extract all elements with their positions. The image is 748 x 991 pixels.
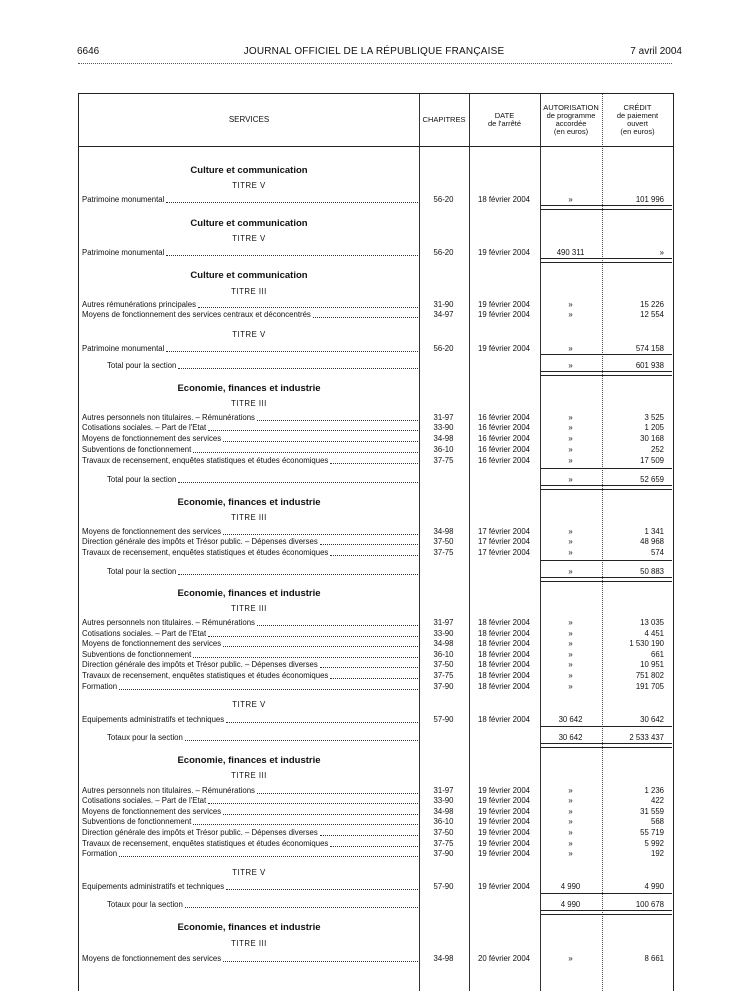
total-row: Totaux pour la section 4 990 100 678 (107, 900, 664, 909)
table-row: Equipements administratifs et techniques 57-90 19 février 2004 4 990 4 990 (82, 882, 664, 891)
table-row: Autres personnels non titulaires. – Rémunérations 31-97 18 février 2004 » 13 035 (82, 618, 664, 627)
total-row: Totaux pour la section 30 642 2 533 437 (107, 733, 664, 742)
header-row-rule (79, 146, 673, 147)
table-row: Subventions de fonctionnement 36-10 19 février 2004 » 568 (82, 817, 664, 826)
table-row: Cotisations sociales. – Part de l'Etat 33-90 16 février 2004 » 1 205 (82, 423, 664, 432)
table-row: Travaux de recensement, enquêtes statistiques et études économiques 37-75 17 février 2004 » 574 (82, 548, 664, 557)
table-row: Formation 37-90 18 février 2004 » 191 705 (82, 682, 664, 691)
table-row: Patrimoine monumental 56-20 19 février 2004 » 574 158 (82, 344, 664, 353)
section-heading: Economie, finances et industrie (177, 497, 321, 508)
titre-heading: TITRE III (231, 939, 267, 948)
table-row: Patrimoine monumental 56-20 18 février 2004 » 101 996 (82, 195, 664, 204)
table-row: Autres rémunérations principales 31-90 19 février 2004 » 15 226 (82, 300, 664, 309)
titre-heading: TITRE III (231, 513, 267, 522)
table-row: Subventions de fonctionnement 36-10 18 février 2004 » 661 (82, 650, 664, 659)
section-heading: Culture et communication (190, 270, 308, 281)
titre-heading: TITRE III (231, 287, 267, 296)
table-row: Equipements administratifs et techniques 57-90 18 février 2004 30 642 30 642 (82, 715, 664, 724)
credits-table (78, 93, 674, 991)
table-row: Direction générale des impôts et Trésor public. – Dépenses diverses 37-50 18 février 2004 » 10 951 (82, 660, 664, 669)
table-row: Moyens de fonctionnement des services 34-98 17 février 2004 » 1 341 (82, 527, 664, 536)
section-heading: Culture et communication (190, 218, 308, 229)
section-heading: Economie, finances et industrie (177, 922, 321, 933)
journal-title: JOURNAL OFFICIEL DE LA RÉPUBLIQUE FRANÇAISE (243, 46, 505, 57)
table-row: Subventions de fonctionnement 36-10 16 février 2004 » 252 (82, 445, 664, 454)
titre-heading: TITRE V (232, 234, 266, 243)
issue-date: 7 avril 2004 (630, 46, 682, 57)
page-number: 6646 (77, 46, 100, 57)
table-row: Moyens de fonctionnement des services 34-98 16 février 2004 » 30 168 (82, 434, 664, 443)
total-row: Total pour la section » 601 938 (107, 361, 664, 370)
table-row: Travaux de recensement, enquêtes statistiques et études économiques 37-75 18 février 2004 » 751 802 (82, 671, 664, 680)
table-row: Patrimoine monumental 56-20 19 février 2004 490 311 » (82, 248, 664, 257)
titre-heading: TITRE V (232, 181, 266, 190)
header-rule (78, 63, 672, 64)
col-header-services: SERVICES (228, 115, 270, 124)
table-row: Direction générale des impôts et Trésor public. – Dépenses diverses 37-50 19 février 2004 » 55 719 (82, 828, 664, 837)
col-header-autorisation: AUTORISATION de programme accordée (en euros) (543, 103, 599, 136)
table-row: Moyens de fonctionnement des services 34-98 18 février 2004 » 1 530 190 (82, 639, 664, 648)
table-row: Autres personnels non titulaires. – Rémunérations 31-97 19 février 2004 » 1 236 (82, 786, 664, 795)
col-header-date: DATE de l'arrêté (487, 111, 522, 128)
total-row: Total pour la section » 52 659 (107, 475, 664, 484)
section-heading: Economie, finances et industrie (177, 383, 321, 394)
col-header-chapitres: CHAPITRES (422, 115, 466, 124)
table-row: Moyens de fonctionnement des services centraux et déconcentrés 34-97 19 février 2004 » 12 554 (82, 310, 664, 319)
table-row: Travaux de recensement, enquêtes statistiques et études économiques 37-75 19 février 2004 » 5 992 (82, 839, 664, 848)
table-row: Autres personnels non titulaires. – Rémunérations 31-97 16 février 2004 » 3 525 (82, 413, 664, 422)
titre-heading: TITRE III (231, 771, 267, 780)
titre-heading: TITRE III (231, 604, 267, 613)
section-heading: Economie, finances et industrie (177, 755, 321, 766)
table-row: Direction générale des impôts et Trésor public. – Dépenses diverses 37-50 17 février 2004 » 48 968 (82, 537, 664, 546)
table-row: Formation 37-90 19 février 2004 » 192 (82, 849, 664, 858)
col-header-credit: CRÉDIT de paiement ouvert (en euros) (616, 103, 659, 136)
titre-heading: TITRE V (232, 330, 266, 339)
table-row: Cotisations sociales. – Part de l'Etat 33-90 18 février 2004 » 4 451 (82, 629, 664, 638)
total-row: Total pour la section » 50 883 (107, 567, 664, 576)
titre-heading: TITRE V (232, 700, 266, 709)
table-row: Travaux de recensement, enquêtes statistiques et études économiques 37-75 16 février 2004 » 17 509 (82, 456, 664, 465)
section-heading: Economie, finances et industrie (177, 588, 321, 599)
titre-heading: TITRE V (232, 868, 266, 877)
section-heading: Culture et communication (190, 165, 308, 176)
table-row: Moyens de fonctionnement des services 34-98 19 février 2004 » 31 559 (82, 807, 664, 816)
table-row: Moyens de fonctionnement des services 34-98 20 février 2004 » 8 661 (82, 954, 664, 963)
table-row: Cotisations sociales. – Part de l'Etat 33-90 19 février 2004 » 422 (82, 796, 664, 805)
titre-heading: TITRE III (231, 399, 267, 408)
